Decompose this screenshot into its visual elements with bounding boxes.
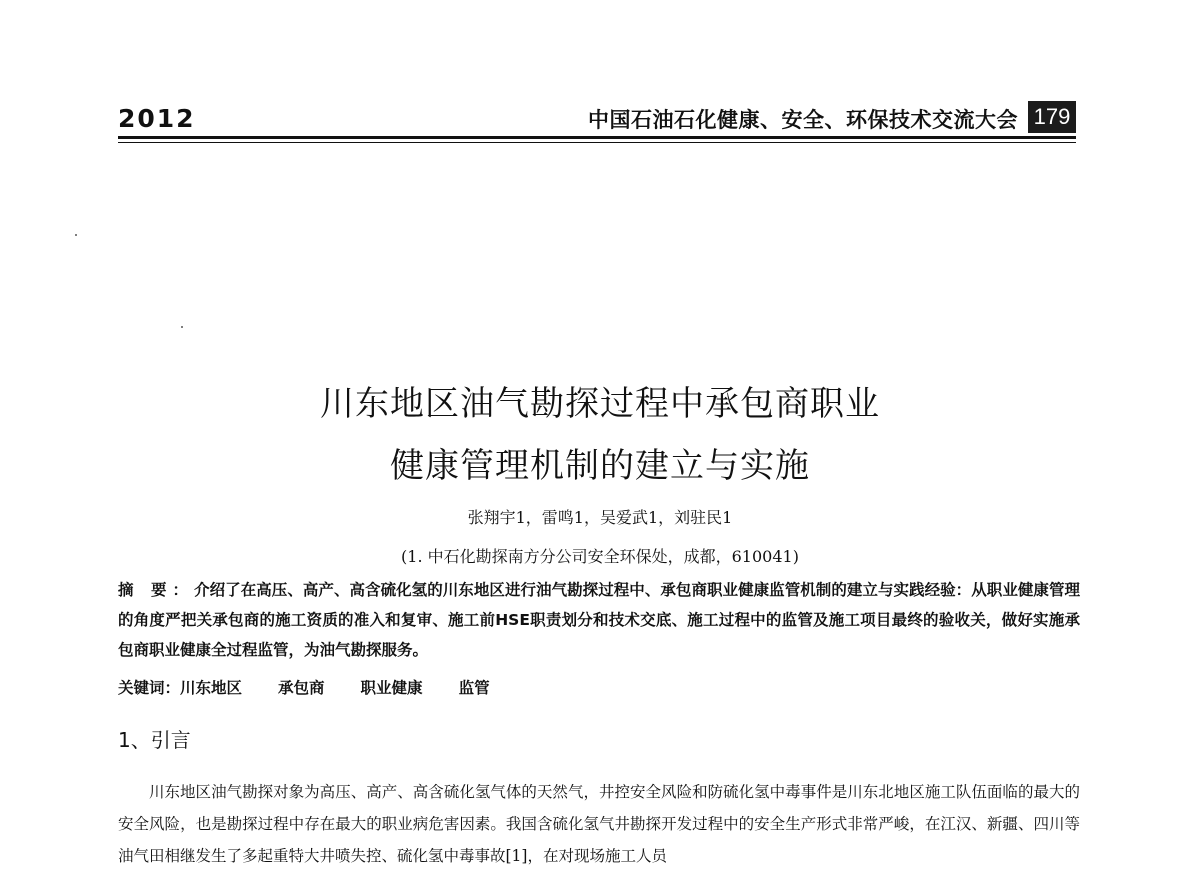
keyword-item: 承包商 [278,679,325,697]
page-number: 179 [1028,101,1076,133]
section-heading: 1、引言 [118,728,191,752]
scan-speck [75,234,77,236]
abstract [118,575,1080,665]
header-rule-thin [118,142,1076,143]
keyword-item: 职业健康 [360,679,423,697]
scan-speck [181,326,183,328]
header-rule-thick [118,136,1076,139]
running-header [118,98,1076,140]
abstract-text: 介绍了在高压、高产、高含硫化氢的川东地区进行油气勘探过程中、承包商职业健康监管机制的建立与实践经验：从职业健康管理的角度严把关承包商的施工资质的准入和复审、施工前HSE职责划分和技术交底、施工过程中的监管及施工项目最终的验收关，做好实施承包商职业健康全过程监管，为油气勘探服务。 [118,581,1080,659]
conference-name: 中国石油石化健康、安全、环保技术交流大会 [588,108,1018,132]
author-list: 张翔宇1，雷鸣1，吴爱武1，刘驻民1 [467,508,733,527]
keyword-item: 川东地区 [180,679,243,697]
header-year: 2012 [118,104,196,133]
keywords-label: 关键词： [118,679,181,697]
keyword-item: 监管 [458,679,490,697]
keywords [118,676,526,698]
paper-title-line-1: 川东地区油气勘探过程中承包商职业 [320,384,880,424]
abstract-label: 摘 要： [118,581,195,599]
affiliation: (1. 中石化勘探南方分公司安全环保处，成都，610041) [401,547,799,566]
paper-title-line-2: 健康管理机制的建立与实施 [390,446,810,486]
body-paragraph: 川东地区油气勘探对象为高压、高产、高含硫化氢气体的天然气，井控安全风险和防硫化氢中毒事件是川东北地区施工队伍面临的最大的安全风险，也是勘探过程中存在最大的职业病危害因素。我国含硫化氢气井勘探开发过程中的安全生产形式非常严峻，在江汉、新疆、四川等油气田相继发生了多起重特大井喷失控、硫化氢中毒事故[1]，在对现场施工人员 [118,783,1080,865]
